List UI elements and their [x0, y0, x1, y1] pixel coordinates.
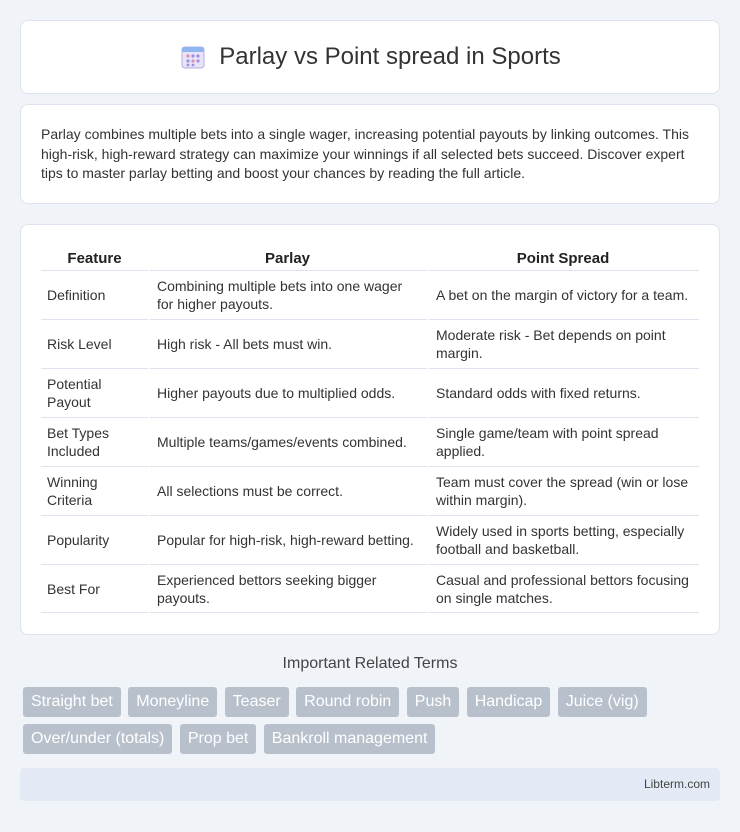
row-parlay-cell: Combining multiple bets into one wager for higher payouts. [148, 270, 427, 319]
row-feature-cell: Popularity [41, 515, 148, 564]
row-parlay-cell: All selections must be correct. [148, 466, 427, 515]
row-point-spread-cell: Team must cover the spread (win or lose within margin). [427, 466, 699, 515]
title-wrap [179, 43, 561, 71]
table-row [41, 270, 699, 319]
row-parlay-cell: Popular for high-risk, high-reward betting. [148, 515, 427, 564]
table-header-row [41, 243, 699, 270]
row-parlay-cell: Experienced bettors seeking bigger payouts. [148, 564, 427, 613]
comparison-table-card [20, 224, 720, 635]
table-row [41, 368, 699, 417]
footer-bar [20, 768, 720, 801]
row-parlay-cell: High risk - All bets must win. [148, 319, 427, 368]
row-parlay-cell: Higher payouts due to multiplied odds. [148, 368, 427, 417]
footer-site-link[interactable]: Libterm.com [643, 777, 710, 791]
header-card [20, 20, 720, 94]
row-point-spread-cell: A bet on the margin of victory for a team. [427, 270, 699, 319]
related-terms-title: Important Related Terms [282, 655, 458, 672]
tag-moneyline[interactable]: Moneyline [128, 687, 217, 717]
table-row [41, 515, 699, 564]
intro-card [20, 104, 720, 204]
row-point-spread-cell: Moderate risk - Bet depends on point margin. [427, 319, 699, 368]
column-header-point-spread: Point Spread [516, 250, 610, 267]
row-feature-cell: Risk Level [41, 319, 148, 368]
table-row [41, 564, 699, 613]
row-feature-cell: Bet Types Included [41, 417, 148, 466]
related-terms-tags [23, 687, 723, 761]
tag-push[interactable]: Push [407, 687, 459, 717]
row-feature-cell: Potential Payout [41, 368, 148, 417]
column-header-parlay: Parlay [264, 250, 311, 267]
row-point-spread-cell: Widely used in sports betting, especially football and basketball. [427, 515, 699, 564]
table-row [41, 466, 699, 515]
tag-handicap[interactable]: Handicap [467, 687, 551, 717]
row-parlay-cell: Multiple teams/games/events combined. [148, 417, 427, 466]
tag-over-under[interactable]: Over/under (totals) [23, 724, 172, 754]
tag-straight-bet[interactable]: Straight bet [23, 687, 121, 717]
table-row [41, 319, 699, 368]
calendar-grid-icon [179, 43, 207, 71]
tag-teaser[interactable]: Teaser [225, 687, 289, 717]
comparison-table [41, 243, 699, 613]
tag-bankroll-management[interactable]: Bankroll management [264, 724, 436, 754]
row-feature-cell: Winning Criteria [41, 466, 148, 515]
tag-juice-vig[interactable]: Juice (vig) [558, 687, 647, 717]
row-point-spread-cell: Single game/team with point spread applied. [427, 417, 699, 466]
page-title: Parlay vs Point spread in Sports [219, 43, 561, 70]
table-row [41, 417, 699, 466]
tag-round-robin[interactable]: Round robin [296, 687, 399, 717]
row-point-spread-cell: Standard odds with fixed returns. [427, 368, 699, 417]
row-point-spread-cell: Casual and professional bettors focusing on single matches. [427, 564, 699, 613]
intro-text: Parlay combines multiple bets into a single wager, increasing potential payouts by linking outcomes. This high-risk, high-reward strategy can maximize your winnings if all selected bets succeed. Discover expert tips to master parlay betting and boost your chances by reading the full article. [41, 126, 689, 181]
row-feature-cell: Best For [41, 564, 148, 613]
row-feature-cell: Definition [41, 270, 148, 319]
tag-prop-bet[interactable]: Prop bet [180, 724, 256, 754]
column-header-feature: Feature [67, 250, 122, 267]
